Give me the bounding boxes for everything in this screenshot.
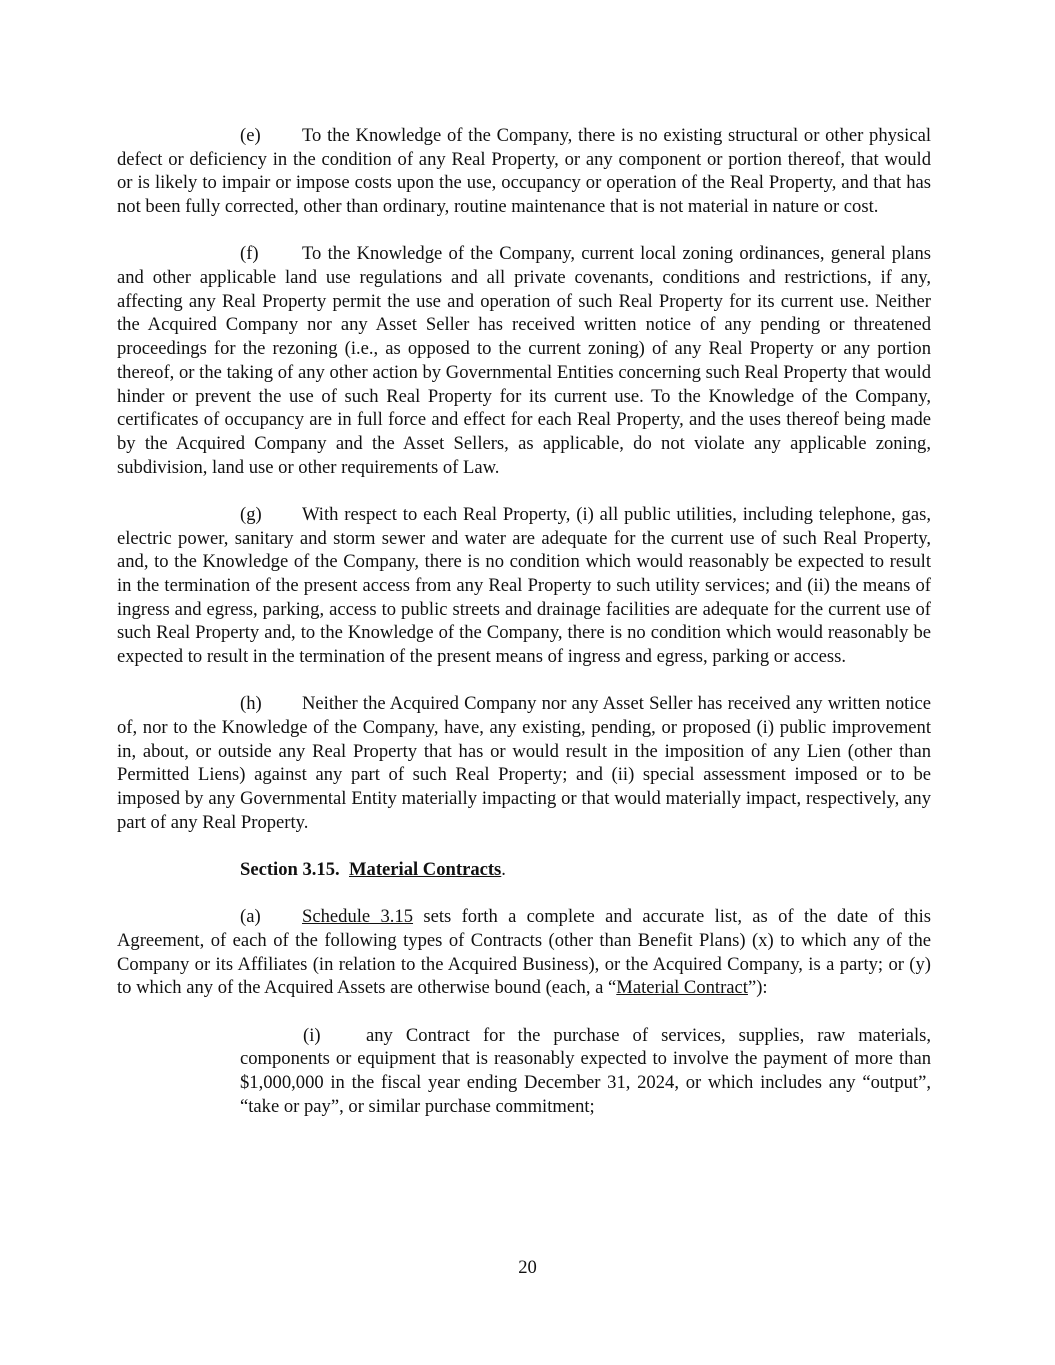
paragraph-label: (a): [240, 906, 261, 928]
subparagraph-text: any Contract for the purchase of services, supplies, raw materials, components or equipment that is reasonably expected to involve the payment of more than $1,000,000 in the fiscal year ending December 31, 2024, or which includes any “output”, “take or pay”, or similar purchase commitment;: [240, 1024, 931, 1117]
paragraph-text: To the Knowledge of the Company, there is no existing structural or other physical defect or deficiency in the condition of any Real Property, or any component or portion thereof, that would or is likely to impair or impose costs upon the use, occupancy or operation of the Real Property, and that has not been fully corrected, other than ordinary, routine maintenance that is not material in nature or cost.: [117, 125, 931, 218]
paragraph-text: To the Knowledge of the Company, current local zoning ordinances, general plans and other applicable land use regulations and all private covenants, conditions and restrictions, if any, affecting any Real Property permit the use and operation of such Real Property for its current use. Neither the Acquired Company nor any Asset Seller has received written notice of any pending or threatened proceedings for the rezoning (i.e., as opposed to the current zoning) of any Real Property or any portion thereof, or the taking of any other action by Governmental Entities concerning such Real Property that would hinder or prevent the use of such Real Property for its current use. To the Knowledge of the Company, certificates of occupancy are in full force and effect for each Real Property, and the uses thereof being made by the Acquired Company and the Asset Sellers, as applicable, do not violate any applicable zoning, subdivision, land use or other requirements of Law.: [117, 243, 931, 478]
paragraph-text: sets forth a complete and accurate list, as of the date of this Agreement, of each of the following types of Contracts (other than Benefit Plans) (x) to which any of the Company or its Affiliates (in relation to the Acquired Business), or the Acquired Company, is a party; or (y) to which any of the Acquired Assets are otherwise bound (each, a “: [117, 906, 931, 999]
document-page: [117, 124, 931, 1118]
paragraph-text-end: ”):: [747, 977, 768, 999]
paragraph-g: [117, 503, 931, 669]
paragraph-label: (h): [240, 693, 262, 715]
paragraph-label: (f): [240, 243, 259, 265]
section-period: .: [501, 858, 506, 880]
paragraph-text: With respect to each Real Property, (i) all public utilities, including telephone, gas, electric power, sanitary and storm sewer and water are adequate for the current use of such Real Property, and, to the Knowledge of the Company, there is no condition which would reasonably be expected to result in the termination of the present access from any Real Property to such utility services; and (ii) the means of ingress and egress, parking, access to public streets and drainage facilities are adequate for the current use of such Real Property and, to the Knowledge of the Company, there is no condition which would reasonably be expected to result in the termination of the present means of ingress and egress, parking or access.: [117, 503, 931, 668]
subparagraph-label: (i): [303, 1024, 321, 1046]
section-number: Section 3.15.: [240, 858, 340, 880]
paragraph-label: (e): [240, 125, 261, 146]
defined-term: Material Contract: [616, 977, 748, 999]
paragraph-f: [117, 242, 931, 479]
paragraph-e: [117, 124, 931, 219]
paragraph-a: [117, 905, 931, 1000]
schedule-reference: Schedule 3.15: [302, 906, 414, 928]
section-title: Material Contracts: [348, 858, 502, 880]
page-number: 20: [518, 1257, 537, 1278]
subparagraph-i: [240, 1024, 931, 1119]
paragraph-h: [117, 692, 931, 834]
paragraph-label: (g): [240, 503, 262, 525]
paragraph-text: Neither the Acquired Company nor any Asset Seller has received any written notice of, nor to the Knowledge of the Company, have, any existing, pending, or proposed (i) public improvement in, about, or outside any Real Property that has or would result in the imposition of any Lien (other than Permitted Liens) against any part of such Real Property; and (ii) special assessment imposed or to be imposed by any Governmental Entity materially impacting or that would materially impact, respectively, any part of any Real Property.: [117, 693, 931, 833]
section-heading: [117, 858, 931, 882]
